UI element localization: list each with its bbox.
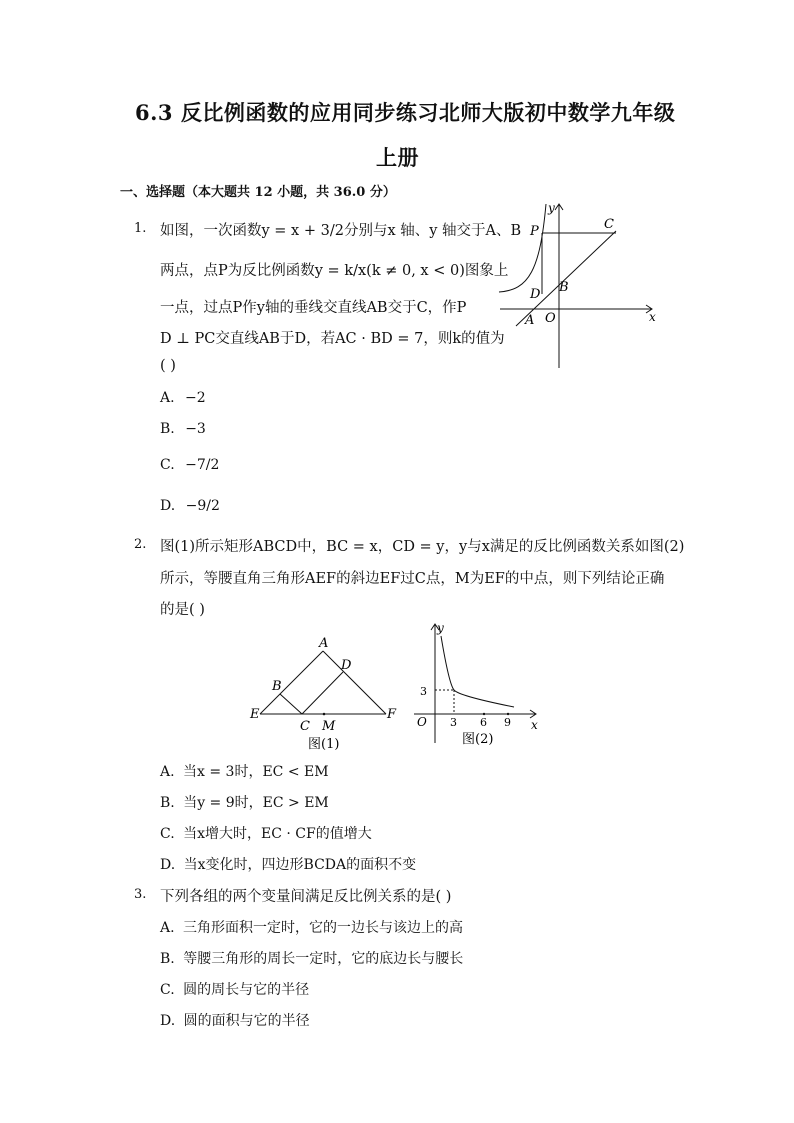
- origin-label: O: [417, 715, 427, 729]
- figure-caption: 图(2): [462, 732, 494, 747]
- axis-label-y: y: [437, 621, 444, 635]
- option-label: B.: [160, 421, 175, 437]
- point-label-d: D: [341, 658, 352, 673]
- point-label-c: C: [300, 719, 310, 734]
- tick-label-x6: 6: [480, 716, 487, 729]
- point-label-d: D: [530, 287, 541, 302]
- point-label-a: A: [525, 313, 535, 328]
- question-number: 2.: [134, 537, 147, 552]
- option-label: C.: [160, 826, 175, 842]
- question-line: 下列各组的两个变量间满足反比例关系的是( ): [160, 889, 452, 905]
- option-text: 当x变化时，四边形BCDA的面积不变: [183, 857, 417, 873]
- option-text: −7/2: [185, 457, 220, 473]
- q2-figure-1: [246, 632, 402, 754]
- question-line: 两点，点P为反比例函数y = k/x(k ≠ 0, x < 0)图象上: [160, 263, 509, 279]
- question-line: 一点，过点P作y轴的垂线交直线AB交于C，作P: [160, 300, 467, 316]
- tick-label-x3: 3: [450, 716, 457, 729]
- option-a[interactable]: [160, 761, 329, 781]
- option-a[interactable]: [160, 917, 463, 937]
- point-label-a: A: [319, 636, 329, 651]
- origin-label: O: [545, 311, 556, 326]
- axis-label-x: x: [531, 718, 538, 732]
- option-label: B.: [160, 795, 175, 811]
- option-text: 圆的面积与它的半径: [183, 1013, 310, 1029]
- option-a[interactable]: [160, 390, 206, 406]
- option-label: D.: [160, 857, 176, 873]
- option-d[interactable]: [160, 854, 416, 874]
- option-b[interactable]: [160, 421, 206, 437]
- point-label-c: C: [604, 217, 614, 232]
- option-d[interactable]: [160, 1010, 310, 1030]
- point-label-e: E: [250, 707, 260, 722]
- question-line: 的是( ): [160, 602, 205, 618]
- q2-figure-2: [410, 618, 546, 752]
- option-text: −9/2: [185, 498, 220, 514]
- option-d[interactable]: [160, 498, 220, 514]
- question-line: 图(1)所示矩形ABCD中，BC = x，CD = y，y与x满足的反比例函数关系如图(2): [160, 539, 685, 555]
- option-label: C.: [160, 982, 175, 998]
- option-label: D.: [160, 1013, 176, 1029]
- question-line: 如图，一次函数y = x + 3/2分别与x 轴、y 轴交于A、B: [160, 223, 522, 239]
- option-label: D.: [160, 498, 176, 514]
- option-c[interactable]: [160, 823, 372, 843]
- option-text: 当x = 3时，EC < EM: [183, 764, 329, 780]
- tick-label-y3: 3: [420, 685, 427, 698]
- option-text: 当y = 9时，EC > EM: [183, 795, 329, 811]
- option-label: A.: [160, 764, 175, 780]
- option-label: A.: [160, 390, 175, 406]
- tick-label-x9: 9: [504, 716, 511, 729]
- figure-caption: 图(1): [308, 737, 340, 752]
- point-label-f: F: [387, 707, 397, 722]
- option-text: 等腰三角形的周长一定时，它的底边长与腰长: [183, 951, 464, 967]
- point-label-b: B: [559, 280, 569, 295]
- option-text: 三角形面积一定时，它的一边长与该边上的高: [183, 920, 464, 936]
- option-text: −3: [185, 421, 206, 437]
- question-line: ( ): [160, 358, 176, 374]
- axis-label-y: y: [548, 201, 555, 215]
- option-label: C.: [160, 457, 175, 473]
- option-c[interactable]: [160, 457, 219, 473]
- option-c[interactable]: [160, 979, 309, 999]
- point-label-p: P: [530, 224, 539, 239]
- option-b[interactable]: [160, 792, 329, 812]
- question-line: 所示，等腰直角三角形AEF的斜边EF过C点，M为EF的中点，则下列结论正确: [160, 571, 665, 587]
- option-label: A.: [160, 920, 175, 936]
- point-label-m: M: [322, 719, 336, 734]
- axis-label-x: x: [649, 310, 656, 324]
- option-label: B.: [160, 951, 175, 967]
- section-heading: 一、选择题（本大题共 12 小题，共 36.0 分）: [120, 185, 396, 200]
- option-text: −2: [185, 390, 206, 406]
- option-b[interactable]: [160, 948, 463, 968]
- question-line: D ⊥ PC交直线AB于D，若AC · BD = 7，则k的值为: [160, 331, 505, 347]
- option-text: 圆的周长与它的半径: [183, 982, 310, 998]
- page-title-line2: 上册: [376, 145, 419, 170]
- point-label-b: B: [272, 679, 282, 694]
- question-number: 1.: [134, 221, 147, 236]
- option-text: 当x增大时，EC · CF的值增大: [183, 826, 372, 842]
- question-number: 3.: [134, 887, 147, 902]
- q1-figure: [494, 198, 666, 373]
- page-title: 6.3 反比例函数的应用同步练习北师大版初中数学九年级: [135, 100, 676, 125]
